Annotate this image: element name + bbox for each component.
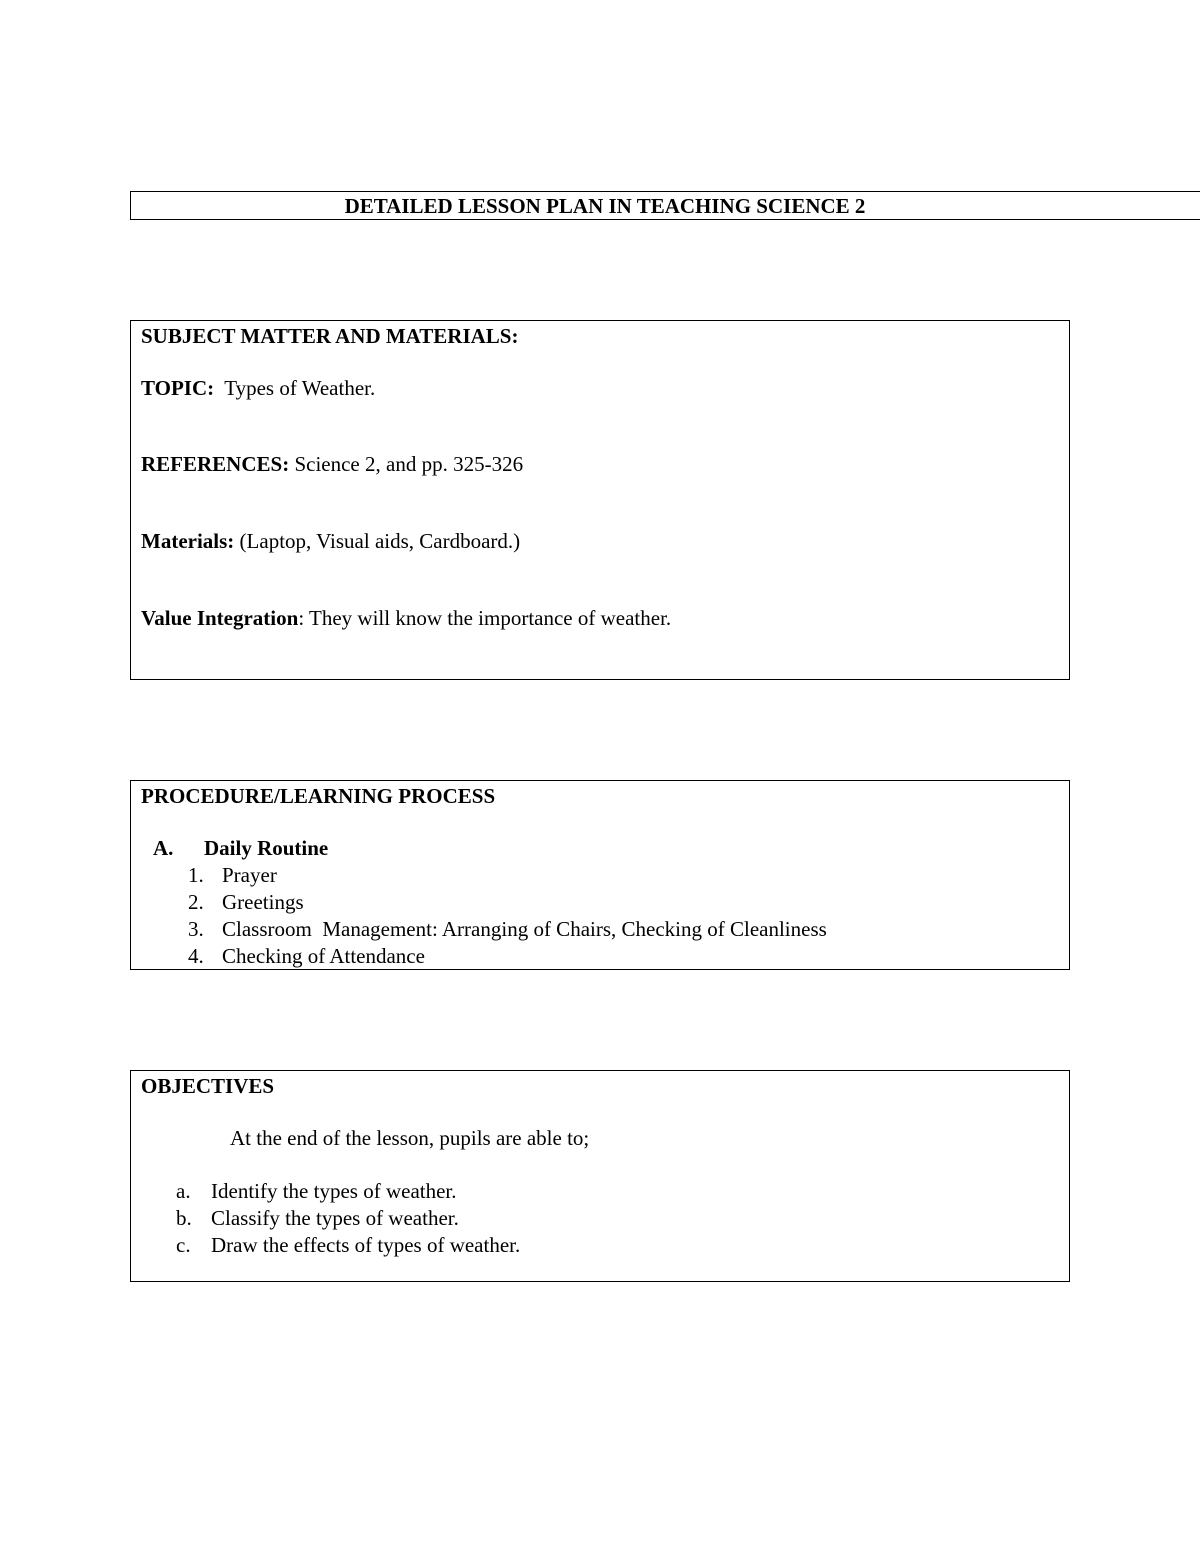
- objective-item: Classify the types of weather.: [211, 1206, 459, 1230]
- section-title: Daily Routine: [204, 836, 329, 860]
- procedure-section: [130, 780, 1070, 970]
- list-item-number: 3.: [188, 917, 204, 941]
- objectives-heading: OBJECTIVES: [141, 1074, 275, 1098]
- procedure-heading: PROCEDURE/LEARNING PROCESS: [141, 784, 496, 808]
- subject-heading: SUBJECT MATTER AND MATERIALS:: [141, 324, 519, 348]
- objective-letter: b.: [176, 1206, 192, 1230]
- section-letter: A.: [153, 836, 174, 860]
- references-value: Science 2, and pp. 325-326: [294, 452, 524, 476]
- document-title: DETAILED LESSON PLAN IN TEACHING SCIENCE 2: [344, 194, 866, 218]
- materials-value: (Laptop, Visual aids, Cardboard.): [239, 529, 521, 553]
- materials-label: Materials:: [141, 529, 235, 553]
- objective-item: Draw the effects of types of weather.: [211, 1233, 521, 1257]
- list-item: Checking of Attendance: [222, 944, 425, 968]
- topic-value: Types of Weather.: [224, 376, 376, 400]
- list-item: Prayer: [222, 863, 277, 887]
- subject-matter-section: [130, 320, 1070, 680]
- list-item: Classroom Management: Arranging of Chairs, Checking of Cleanliness: [222, 917, 827, 941]
- materials-line: [141, 529, 520, 554]
- title-box: [130, 191, 1200, 220]
- objectives-section: [130, 1070, 1070, 1282]
- value-integration-value: : They will know the importance of weather.: [298, 606, 672, 630]
- list-item: Greetings: [222, 890, 304, 914]
- objective-item: Identify the types of weather.: [211, 1179, 457, 1203]
- objective-letter: a.: [176, 1179, 191, 1203]
- references-label: REFERENCES:: [141, 452, 290, 476]
- value-integration-label: Value Integration: [141, 606, 299, 630]
- references-line: [141, 452, 523, 477]
- objectives-intro: At the end of the lesson, pupils are able to;: [230, 1126, 590, 1150]
- list-item-number: 2.: [188, 890, 204, 914]
- list-item-number: 1.: [188, 863, 204, 887]
- value-integration-line: [141, 606, 671, 631]
- topic-line: [141, 376, 375, 401]
- topic-label: TOPIC:: [141, 376, 215, 400]
- objective-letter: c.: [176, 1233, 191, 1257]
- list-item-number: 4.: [188, 944, 204, 968]
